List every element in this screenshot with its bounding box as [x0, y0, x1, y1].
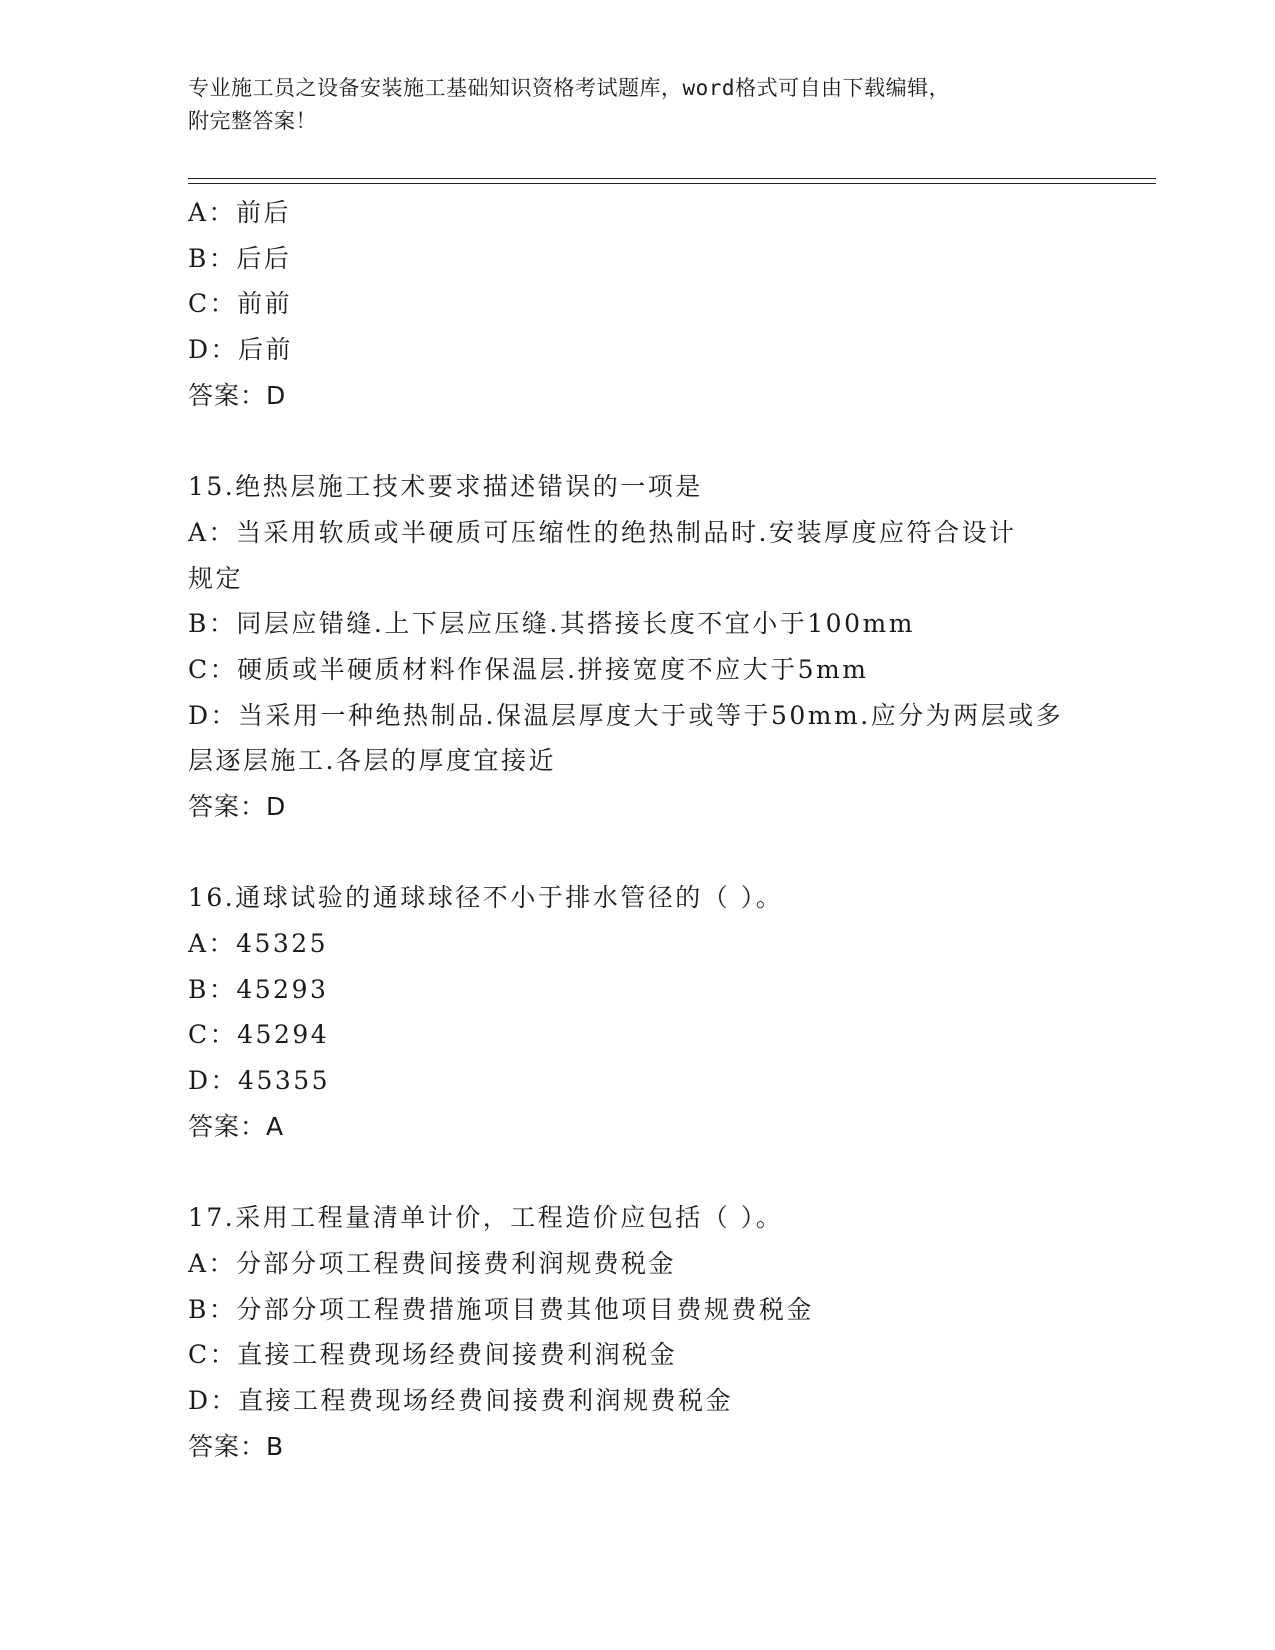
option-a: A：当采用软质或半硬质可压缩性的绝热制品时.安装厚度应符合设计	[188, 517, 1017, 547]
answer-line: 答案：B	[188, 1431, 285, 1461]
answer-line: 答案：D	[188, 380, 287, 410]
option-b: B：同层应错缝.上下层应压缝.其搭接长度不宜小于100mm	[188, 609, 915, 639]
header-line-2: 附完整答案！	[188, 109, 317, 133]
document-header	[188, 72, 1088, 138]
question-block-15	[188, 464, 1118, 830]
option-b: B：分部分项工程费措施项目费其他项目费规费税金	[188, 1294, 814, 1324]
option-d-continued: 层逐层施工.各层的厚度宜接近	[188, 746, 556, 776]
option-a: A：分部分项工程费间接费利润规费税金	[188, 1248, 677, 1278]
option-d: D：当采用一种绝热制品.保温层厚度大于或等于50mm.应分为两层或多	[188, 700, 1064, 730]
option-d: D：后前	[188, 335, 294, 365]
question-block-16	[188, 875, 1118, 1149]
spacer	[188, 418, 1118, 464]
option-b: B：45293	[188, 974, 329, 1004]
question-block-17	[188, 1195, 1118, 1469]
question-list	[188, 190, 1118, 1469]
option-b: B：后后	[188, 243, 292, 273]
header-divider-top	[188, 178, 1156, 179]
option-d: D：45355	[188, 1066, 331, 1096]
question-block-14	[188, 190, 1118, 418]
option-a-continued: 规定	[188, 563, 244, 593]
spacer	[188, 830, 1118, 876]
header-divider-bottom	[188, 183, 1156, 184]
option-c: C：直接工程费现场经费间接费利润税金	[188, 1340, 678, 1370]
option-a: A：前后	[188, 198, 292, 227]
header-line-1: 专业施工员之设备安装施工基础知识资格考试题库，word格式可自由下载编辑，	[188, 76, 951, 100]
spacer	[188, 1149, 1118, 1195]
option-d: D：直接工程费现场经费间接费利润规费税金	[188, 1385, 734, 1415]
question-title: 17.采用工程量清单计价，工程造价应包括（ ）。	[188, 1203, 784, 1233]
option-c: C：45294	[188, 1020, 330, 1050]
answer-line: 答案：A	[188, 1111, 285, 1141]
option-c: C：前前	[188, 289, 293, 319]
question-title: 15.绝热层施工技术要求描述错误的一项是	[188, 472, 703, 502]
question-title: 16.通球试验的通球球径不小于排水管径的（ ）。	[188, 883, 784, 913]
option-a: A：45325	[188, 929, 329, 958]
option-c: C：硬质或半硬质材料作保温层.拼接宽度不应大于5mm	[188, 654, 869, 684]
answer-line: 答案：D	[188, 791, 287, 821]
